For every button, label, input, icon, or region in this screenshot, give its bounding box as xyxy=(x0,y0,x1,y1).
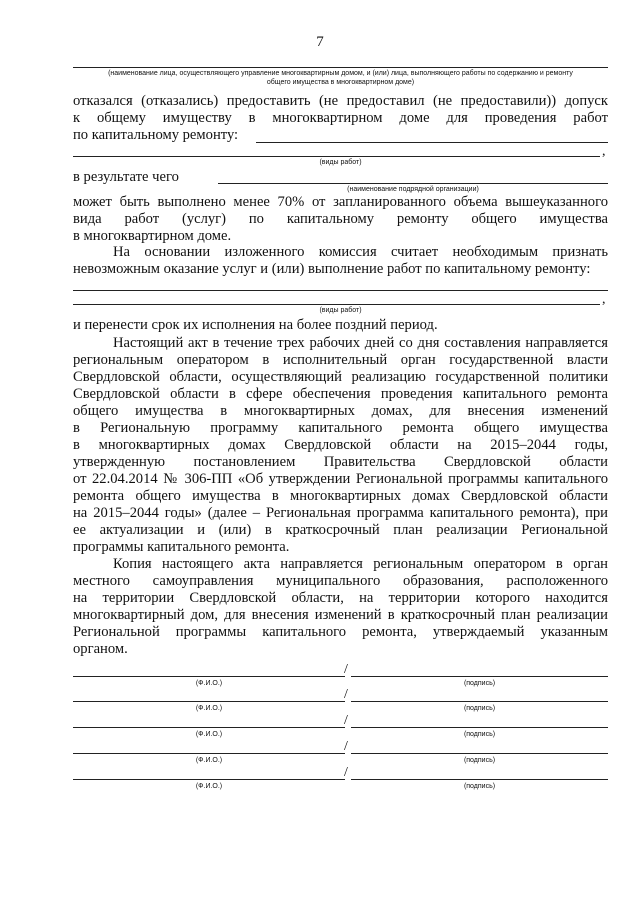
page-number: 7 xyxy=(316,34,324,50)
signature-line[interactable] xyxy=(351,779,608,780)
act-line: ремонта общего имущества в многоквартирных домах Свердловской области xyxy=(73,488,608,504)
commission-comma: , xyxy=(602,292,606,307)
signature-caption: (подпись) xyxy=(463,680,496,687)
result-line-3: в многоквартирном доме. xyxy=(73,228,232,244)
commission-line-2: невозможным оказание услуг и (или) выполнение работ по капитальному ремонту: xyxy=(73,261,591,277)
result-label: в результате чего xyxy=(73,169,179,185)
fio-line[interactable] xyxy=(73,727,345,728)
fio-caption: (Ф.И.О.) xyxy=(195,680,223,687)
signature-line[interactable] xyxy=(351,727,608,728)
signature-caption: (подпись) xyxy=(463,705,496,712)
fio-caption: (Ф.И.О.) xyxy=(195,731,223,738)
copy-line: местного самоуправления муниципального образования, расположенного xyxy=(73,573,608,589)
refusal-fill-line-2[interactable] xyxy=(73,156,600,157)
result-line-1: может быть выполнено менее 70% от запланированного объема вышеуказанного xyxy=(73,194,608,210)
refusal-fill-line-1[interactable] xyxy=(256,142,608,143)
signature-line[interactable] xyxy=(351,701,608,702)
act-line: утвержденную постановлением Правительства Свердловской области xyxy=(73,454,608,470)
commission-fill-line-2[interactable] xyxy=(73,304,600,305)
copy-line: Копия настоящего акта направляется региональным оператором в орган xyxy=(113,556,608,572)
fio-caption: (Ф.И.О.) xyxy=(195,705,223,712)
signature-separator: / xyxy=(344,765,348,780)
refusal-line-2: к общему имуществу в многоквартирном доме для проведения работ xyxy=(73,110,608,126)
header-caption-1: (наименование лица, осуществляющего управление многоквартирным домом, и (или) лица, выполняющего работы по содержанию и ремонту xyxy=(108,70,573,77)
act-line: региональным оператором в исполнительный орган государственной власти xyxy=(73,352,608,368)
act-line: Настоящий акт в течение трех рабочих дней со дня составления направляется xyxy=(113,335,608,351)
fio-line[interactable] xyxy=(73,701,345,702)
commission-line-1: На основании изложенного комиссия считает необходимым признать xyxy=(113,244,608,260)
act-line: Свердловской области, осуществляющий реализацию государственной политики xyxy=(73,369,608,385)
fio-line[interactable] xyxy=(73,676,345,677)
header-fill-line[interactable] xyxy=(73,67,608,68)
signature-caption: (подпись) xyxy=(463,783,496,790)
act-line: на 2015–2044 годы» (далее – Региональная программа капитального ремонта), при xyxy=(73,505,608,521)
signature-separator: / xyxy=(344,662,348,677)
refusal-line-3: по капитальному ремонту: xyxy=(73,127,239,143)
copy-line: многоквартирный дом, для внесения изменений в краткосрочный план реализации xyxy=(73,607,608,623)
act-line: в Региональную программу капитального ремонта общего имущества xyxy=(73,420,608,436)
copy-line: на территории Свердловской области, на территории которого находится xyxy=(73,590,608,606)
signature-line[interactable] xyxy=(351,753,608,754)
signature-caption: (подпись) xyxy=(463,731,496,738)
signature-separator: / xyxy=(344,739,348,754)
commission-caption: (виды работ) xyxy=(319,307,362,314)
signature-line[interactable] xyxy=(351,676,608,677)
fio-line[interactable] xyxy=(73,779,345,780)
refusal-line-1: отказался (отказались) предоставить (не предоставил (не предоставили)) допуск xyxy=(73,93,608,109)
signature-separator: / xyxy=(344,687,348,702)
act-line: программы капитального ремонта. xyxy=(73,539,290,555)
header-caption-2: общего имущества в многоквартирном доме) xyxy=(266,79,415,86)
refusal-comma: , xyxy=(602,144,606,159)
result-fill-line[interactable] xyxy=(218,183,608,184)
commission-fill-line-1[interactable] xyxy=(73,290,608,291)
signature-caption: (подпись) xyxy=(463,757,496,764)
postpone-text: и перенести срок их исполнения на более поздний период. xyxy=(73,317,438,333)
fio-caption: (Ф.И.О.) xyxy=(195,783,223,790)
fio-caption: (Ф.И.О.) xyxy=(195,757,223,764)
result-line-2: вида работ (услуг) по капитальному ремонту общего имущества xyxy=(73,211,608,227)
act-line: в многоквартирных домах Свердловской области на 2015–2044 годы, xyxy=(73,437,608,453)
result-caption: (наименование подрядной организации) xyxy=(347,186,479,193)
signature-separator: / xyxy=(344,713,348,728)
refusal-caption: (виды работ) xyxy=(319,159,362,166)
act-line: от 22.04.2014 № 306-ПП «Об утверждении Региональной программы капитального xyxy=(73,471,608,487)
copy-line: Региональной программы капитального ремонта, утверждаемый указанным xyxy=(73,624,608,640)
act-line: общего имущества в многоквартирных домах, для внесения изменений xyxy=(73,403,608,419)
act-line: ее актуализации и (или) в краткосрочный план реализации Региональной xyxy=(73,522,608,538)
fio-line[interactable] xyxy=(73,753,345,754)
copy-line: органом. xyxy=(73,641,128,657)
act-line: Свердловской области в сфере обеспечения проведения капитального ремонта xyxy=(73,386,608,402)
